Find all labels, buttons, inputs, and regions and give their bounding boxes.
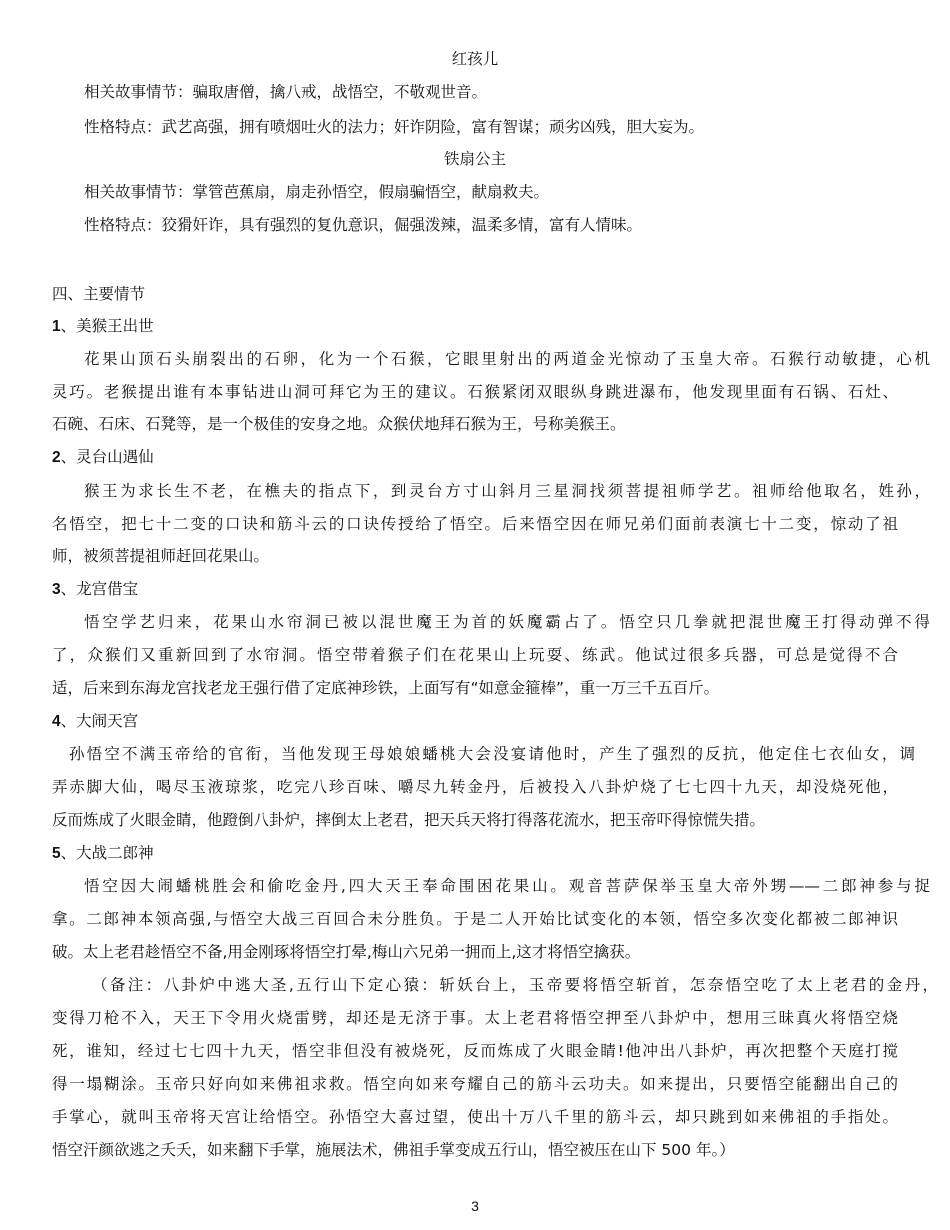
- subheading-title: 、龙宫借宝: [60, 580, 139, 598]
- paragraph-line: 反而炼成了火眼金睛，他蹬倒八卦炉，摔倒太上老君，把天兵天将打得落花流水，把玉帝吓得惊慌失措。: [52, 811, 766, 829]
- note-line: （备注：八卦炉中逃大圣,五行山下定心猿：斩妖台上，玉帝要将悟空斩首，怎奈悟空吃了太上老君的金丹，: [92, 976, 938, 994]
- note-line: 手掌心，就叫玉帝将天宫让给悟空。孙悟空大喜过望，使出十万八千里的筋斗云，却只跳到如来佛祖的手指处。: [52, 1108, 898, 1126]
- paragraph-line: 师，被须菩提祖师赶回花果山。: [52, 547, 270, 565]
- plot-subheading: [52, 579, 898, 600]
- section-heading: 四、主要情节: [52, 285, 146, 303]
- note-line: 变得刀枪不入，天王下令用火烧雷劈，却还是无济于事。太上老君将悟空押至八卦炉中，想用三昧真火将悟空烧: [52, 1009, 898, 1027]
- character-trait-line: 性格特点：武艺高强，拥有喷烟吐火的法力；奸诈阴险，富有智谋；顽劣凶残，胆大妄为。: [84, 118, 705, 136]
- story-plot-line: 相关故事情节：掌管芭蕉扇，扇走孙悟空，假扇骗悟空，献扇救夫。: [84, 183, 550, 201]
- page-number: 3: [471, 1198, 479, 1214]
- paragraph-line: 名悟空，把七十二变的口诀和筋斗云的口诀传授给了悟空。后来悟空因在师兄弟们面前表演七十二变，惊动了祖: [52, 515, 898, 533]
- paragraph-line: 石碗、石床、石凳等，是一个极佳的安身之地。众猴伏地拜石猴为王，号称美猴王。: [52, 415, 626, 433]
- plot-subheading: [52, 843, 898, 864]
- subheading-number: 4: [52, 713, 61, 730]
- paragraph-line: 适，后来到东海龙宫找老龙王强行借了定底神珍铁，上面写有“如意金箍棒”，重一万三千五百斤。: [52, 679, 720, 697]
- paragraph-line: 拿。二郎神本领高强,与悟空大战三百回合未分胜负。于是二人开始比试变化的本领，悟空多次变化都被二郎神识: [52, 910, 898, 928]
- story-plot-line: 相关故事情节：骗取唐僧，擒八戒，战悟空，不敬观世音。: [84, 83, 488, 101]
- character-trait-line: 性格特点：狡猾奸诈，具有强烈的复仇意识，倔强泼辣，温柔多情，富有人情味。: [84, 216, 643, 234]
- subheading-title: 、灵台山遇仙: [60, 448, 154, 466]
- paragraph-line: 悟空因大闹蟠桃胜会和偷吃金丹,四大天王奉命围困花果山。观音菩萨保举玉皇大帝外甥——二郎神参与捉: [84, 877, 930, 895]
- paragraph-line: 猴王为求长生不老，在樵夫的指点下，到灵台方寸山斜月三星洞找须菩提祖师学艺。祖师给他取名，姓孙，: [84, 482, 930, 500]
- plot-subheading: [52, 711, 898, 732]
- subheading-title: 、大战二郎神: [60, 844, 154, 862]
- paragraph-line: 灵巧。老猴提出谁有本事钻进山洞可拜它为王的建议。石猴紧闭双眼纵身跳进瀑布，他发现里面有石锅、石灶、: [52, 383, 898, 401]
- subheading-title: 、大闹天宫: [60, 712, 139, 730]
- paragraph-line: 孙悟空不满玉帝给的官衔，当他发现王母娘娘蟠桃大会没宴请他时，产生了强烈的反抗，他定住七衣仙女，调: [69, 745, 915, 763]
- paragraph-line: 悟空学艺归来，花果山水帘洞已被以混世魔王为首的妖魔霸占了。悟空只几拳就把混世魔王打得动弹不得: [84, 613, 930, 631]
- subheading-number: 3: [52, 581, 61, 598]
- character-heading-tieshangongzhu: 铁扇公主: [443, 150, 506, 168]
- note-line: 悟空汗颜欲逃之夭夭，如来翻下手掌，施展法术，佛祖手掌变成五行山，悟空被压在山下 500 年。）: [52, 1141, 735, 1159]
- paragraph-line: 破。太上老君趁悟空不备,用金刚琢将悟空打晕,梅山六兄弟一拥而上,这才将悟空擒获。: [52, 943, 641, 961]
- character-heading-honghaier: 红孩儿: [451, 50, 499, 68]
- subheading-number: 1: [52, 318, 61, 335]
- plot-subheading: [52, 447, 898, 468]
- note-line: 死，谁知，经过七七四十九天，悟空非但没有被烧死，反而炼成了火眼金睛!他冲出八卦炉，再次把整个天庭打搅: [52, 1042, 898, 1060]
- subheading-title: 、美猴王出世: [60, 317, 154, 335]
- paragraph-line: 花果山顶石头崩裂出的石卵，化为一个石猴，它眼里射出的两道金光惊动了玉皇大帝。石猴行动敏捷，心机: [84, 350, 930, 368]
- subheading-number: 2: [52, 449, 61, 466]
- note-line: 得一塌糊涂。玉帝只好向如来佛祖求救。悟空向如来夸耀自己的筋斗云功夫。如来提出，只要悟空能翻出自己的: [52, 1075, 898, 1093]
- paragraph-line: 了，众猴们又重新回到了水帘洞。悟空带着猴子们在花果山上玩耍、练武。他试过很多兵器，可总是觉得不合: [52, 646, 898, 664]
- plot-subheading: [52, 316, 898, 337]
- paragraph-line: 弄赤脚大仙，喝尽玉液琼浆，吃完八珍百味、嚼尽九转金丹，后被投入八卦炉烧了七七四十九天，却没烧死他，: [52, 778, 898, 796]
- subheading-number: 5: [52, 845, 61, 862]
